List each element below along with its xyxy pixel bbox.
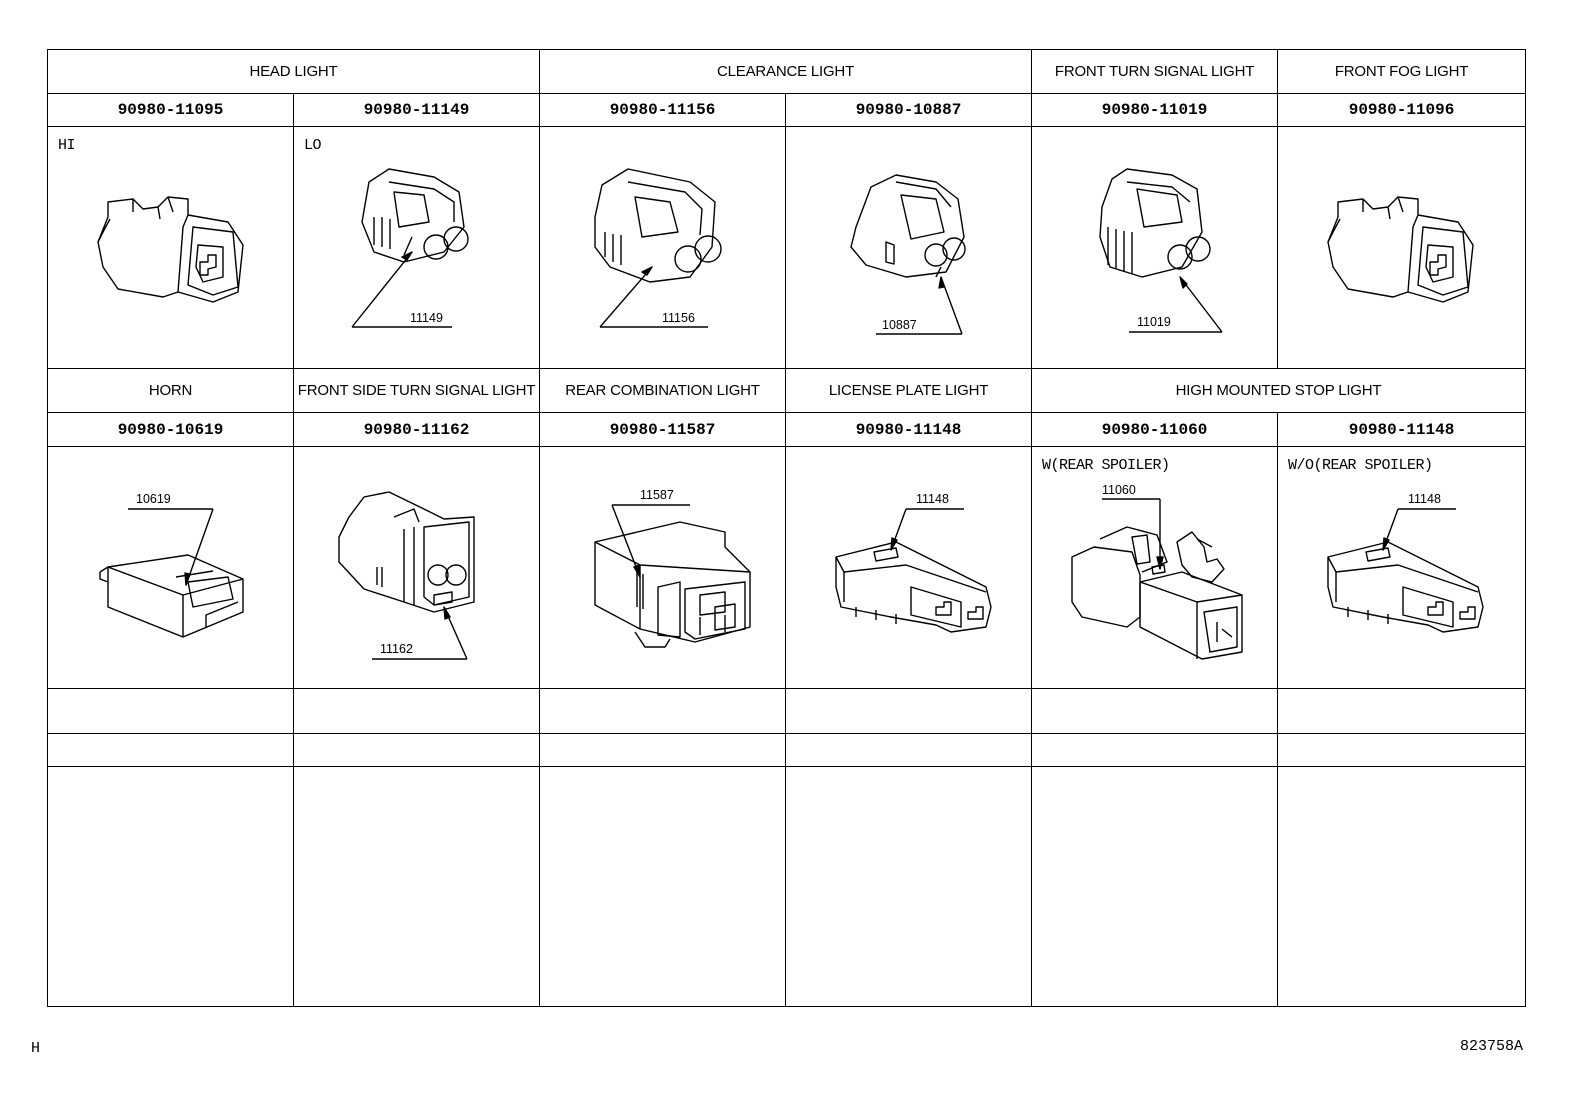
connector-table bbox=[47, 49, 1526, 1007]
illustration-row-1 bbox=[48, 127, 1526, 369]
part-number: 90980-10887 bbox=[786, 94, 1032, 127]
illustration-cell bbox=[1032, 127, 1278, 369]
header-row-1 bbox=[48, 50, 1526, 94]
part-number: 90980-11095 bbox=[48, 94, 294, 127]
license-plate-connector-drawing bbox=[786, 447, 1031, 687]
clearance-11156-connector-drawing bbox=[540, 127, 785, 367]
horn-connector-drawing bbox=[48, 447, 293, 687]
part-number: 90980-11587 bbox=[540, 413, 786, 446]
part-number-row-2 bbox=[48, 413, 1526, 446]
illustration-cell bbox=[294, 127, 540, 369]
part-number: 90980-11162 bbox=[294, 413, 540, 446]
clearance-10887-connector-drawing bbox=[786, 127, 1031, 367]
header-row-2 bbox=[48, 369, 1526, 413]
illustration-cell bbox=[540, 127, 786, 369]
hmsl-without-spoiler-connector-drawing bbox=[1278, 447, 1523, 687]
illustration-cell bbox=[1278, 446, 1526, 688]
empty-row bbox=[48, 733, 1526, 766]
header-clearance-light: CLEARANCE LIGHT bbox=[540, 50, 1032, 94]
header-high-mounted-stop-light: HIGH MOUNTED STOP LIGHT bbox=[1032, 369, 1526, 413]
front-side-turn-connector-drawing bbox=[294, 447, 539, 687]
part-number: 90980-11148 bbox=[786, 413, 1032, 446]
callout-11149: 11149 bbox=[410, 311, 443, 326]
header-head-light: HEAD LIGHT bbox=[48, 50, 540, 94]
illustration-cell bbox=[786, 446, 1032, 688]
header-front-turn-signal-light: FRONT TURN SIGNAL LIGHT bbox=[1032, 50, 1278, 94]
illustration-cell bbox=[540, 446, 786, 688]
headlight-hi-connector-drawing bbox=[48, 127, 293, 367]
part-number: 90980-11096 bbox=[1278, 94, 1526, 127]
part-number: 90980-11156 bbox=[540, 94, 786, 127]
part-number: 90980-10619 bbox=[48, 413, 294, 446]
illustration-row-2 bbox=[48, 446, 1526, 688]
header-front-side-turn-signal-light: FRONT SIDE TURN SIGNAL LIGHT bbox=[294, 369, 540, 413]
footer-section-code: H bbox=[31, 1040, 41, 1057]
header-front-fog-light: FRONT FOG LIGHT bbox=[1278, 50, 1526, 94]
illustration-cell bbox=[48, 446, 294, 688]
front-fog-connector-drawing bbox=[1278, 127, 1523, 367]
part-number-row-1 bbox=[48, 94, 1526, 127]
callout-11162: 11162 bbox=[380, 641, 413, 656]
illustration-cell bbox=[48, 127, 294, 369]
callout-11148-hmsl: 11148 bbox=[1408, 491, 1441, 506]
callout-11587: 11587 bbox=[640, 487, 674, 502]
sub-label-hi: HI bbox=[58, 137, 76, 155]
illustration-cell bbox=[294, 446, 540, 688]
part-number: 90980-11060 bbox=[1032, 413, 1278, 446]
illustration-cell bbox=[786, 127, 1032, 369]
header-license-plate-light: LICENSE PLATE LIGHT bbox=[786, 369, 1032, 413]
footer-drawing-number: 823758A bbox=[1460, 1038, 1524, 1055]
callout-11156: 11156 bbox=[662, 311, 695, 326]
illustration-cell bbox=[1278, 127, 1526, 369]
front-turn-11019-connector-drawing bbox=[1032, 127, 1277, 367]
part-number: 90980-11148 bbox=[1278, 413, 1526, 446]
hmsl-with-spoiler-connector-drawing bbox=[1032, 447, 1277, 687]
callout-11148-license: 11148 bbox=[916, 491, 949, 506]
header-rear-combination-light: REAR COMBINATION LIGHT bbox=[540, 369, 786, 413]
callout-11019: 11019 bbox=[1137, 315, 1171, 330]
rear-combination-connector-drawing bbox=[540, 447, 785, 687]
sub-label-lo: LO bbox=[304, 137, 322, 155]
empty-row bbox=[48, 688, 1526, 733]
headlight-lo-connector-drawing bbox=[294, 127, 539, 367]
sub-label-with-spoiler: W(REAR SPOILER) bbox=[1042, 456, 1170, 474]
part-number: 90980-11149 bbox=[294, 94, 540, 127]
sub-label-without-spoiler: W/O(REAR SPOILER) bbox=[1288, 456, 1433, 474]
part-number: 90980-11019 bbox=[1032, 94, 1278, 127]
empty-row bbox=[48, 766, 1526, 1006]
illustration-cell bbox=[1032, 446, 1278, 688]
callout-10887: 10887 bbox=[882, 318, 917, 333]
header-horn: HORN bbox=[48, 369, 294, 413]
callout-11060: 11060 bbox=[1102, 482, 1136, 497]
callout-10619: 10619 bbox=[136, 491, 171, 506]
